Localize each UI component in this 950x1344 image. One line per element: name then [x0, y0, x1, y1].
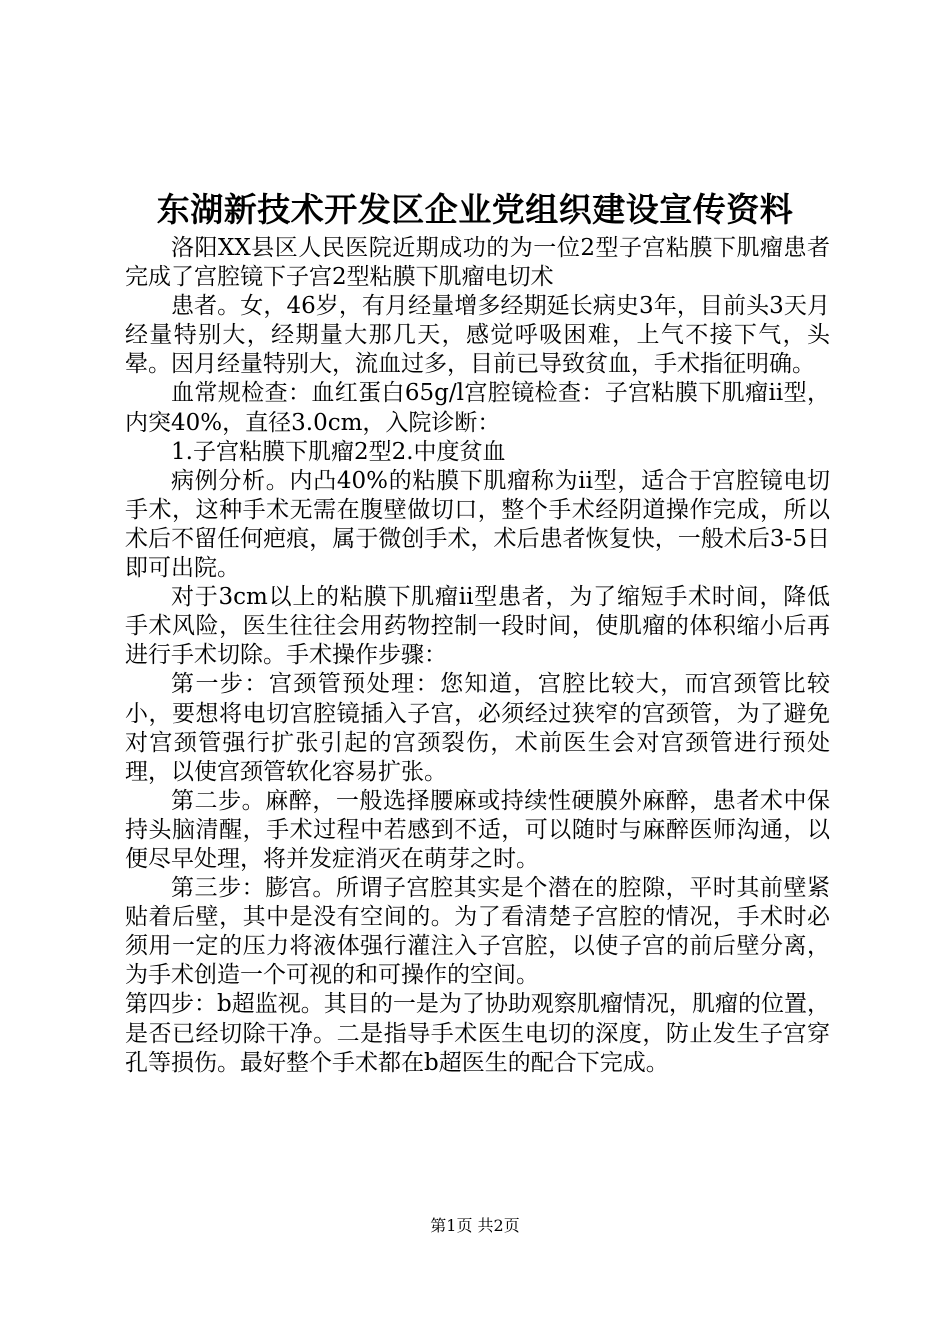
paragraph-diagnosis: 1.子宫粘膜下肌瘤2型2.中度贫血 [171, 438, 506, 465]
paragraph-step-4: 第四步：b超监视。其目的一是为了协助观察肌瘤情况，肌瘤的位置，是否已经切除干净。二是指导手术医生电切的深度，防止发生子宫穿孔等损伤。最好整个手术都在b超医生的配合下完成。 [125, 991, 830, 1076]
paragraph-step-2: 第二步。麻醉，一般选择腰麻或持续性硬膜外麻醉，患者术中保持头脑清醒，手术过程中若感到不适，可以随时与麻醉医师沟通，以便尽早处理，将并发症消灭在萌芽之时。 [125, 787, 830, 872]
paragraph-intro: 洛阳XX县区人民医院近期成功的为一位2型子宫粘膜下肌瘤患者完成了宫腔镜下子宫2型粘膜下肌瘤电切术 [125, 235, 830, 291]
paragraph-step-3: 第三步：膨宫。所谓子宫腔其实是个潜在的腔隙，平时其前壁紧贴着后壁，其中是没有空间的。为了看清楚子宫腔的情况，手术时必须用一定的压力将液体强行灌注入子宫腔，以使子宫的前后壁分离，为手术创造一个可视的和可操作的空间。 [125, 875, 830, 989]
document-title: 东湖新技术开发区企业党组织建设宣传资料 [156, 190, 794, 229]
paragraph-exam: 血常规检查：血红蛋白65g/l宫腔镜检查：子宫粘膜下肌瘤ii型，内突40%，直径3.0cm，入院诊断： [125, 380, 830, 436]
document-body [125, 234, 830, 1078]
page-footer: 第1页 共2页 [430, 1216, 520, 1235]
paragraph-analysis: 病例分析。内凸40%的粘膜下肌瘤称为ii型，适合于宫腔镜电切手术，这种手术无需在腹壁做切口，整个手术经阴道操作完成，所以术后不留任何疤痕，属于微创手术，术后患者恢复快，一般术后3-5日即可出院。 [125, 467, 830, 582]
paragraph-step-1: 第一步：宫颈管预处理：您知道，宫腔比较大，而宫颈管比较小，要想将电切宫腔镜插入子宫，必须经过狭窄的宫颈管，为了避免对宫颈管强行扩张引起的宫颈裂伤，术前医生会对宫颈管进行预处理，以使宫颈管软化容易扩张。 [125, 671, 830, 785]
paragraph-patient: 患者。女，46岁，有月经量增多经期延长病史3年，目前头3天月经量特别大，经期量大那几天，感觉呼吸困难，上气不接下气，头晕。因月经量特别大，流血过多，目前已导致贫血，手术指征明确。 [125, 293, 830, 378]
paragraph-large-fibroid: 对于3cm以上的粘膜下肌瘤ii型患者，为了缩短手术时间，降低手术风险，医生往往会用药物控制一段时间，使肌瘤的体积缩小后再进行手术切除。手术操作步骤： [125, 584, 830, 669]
